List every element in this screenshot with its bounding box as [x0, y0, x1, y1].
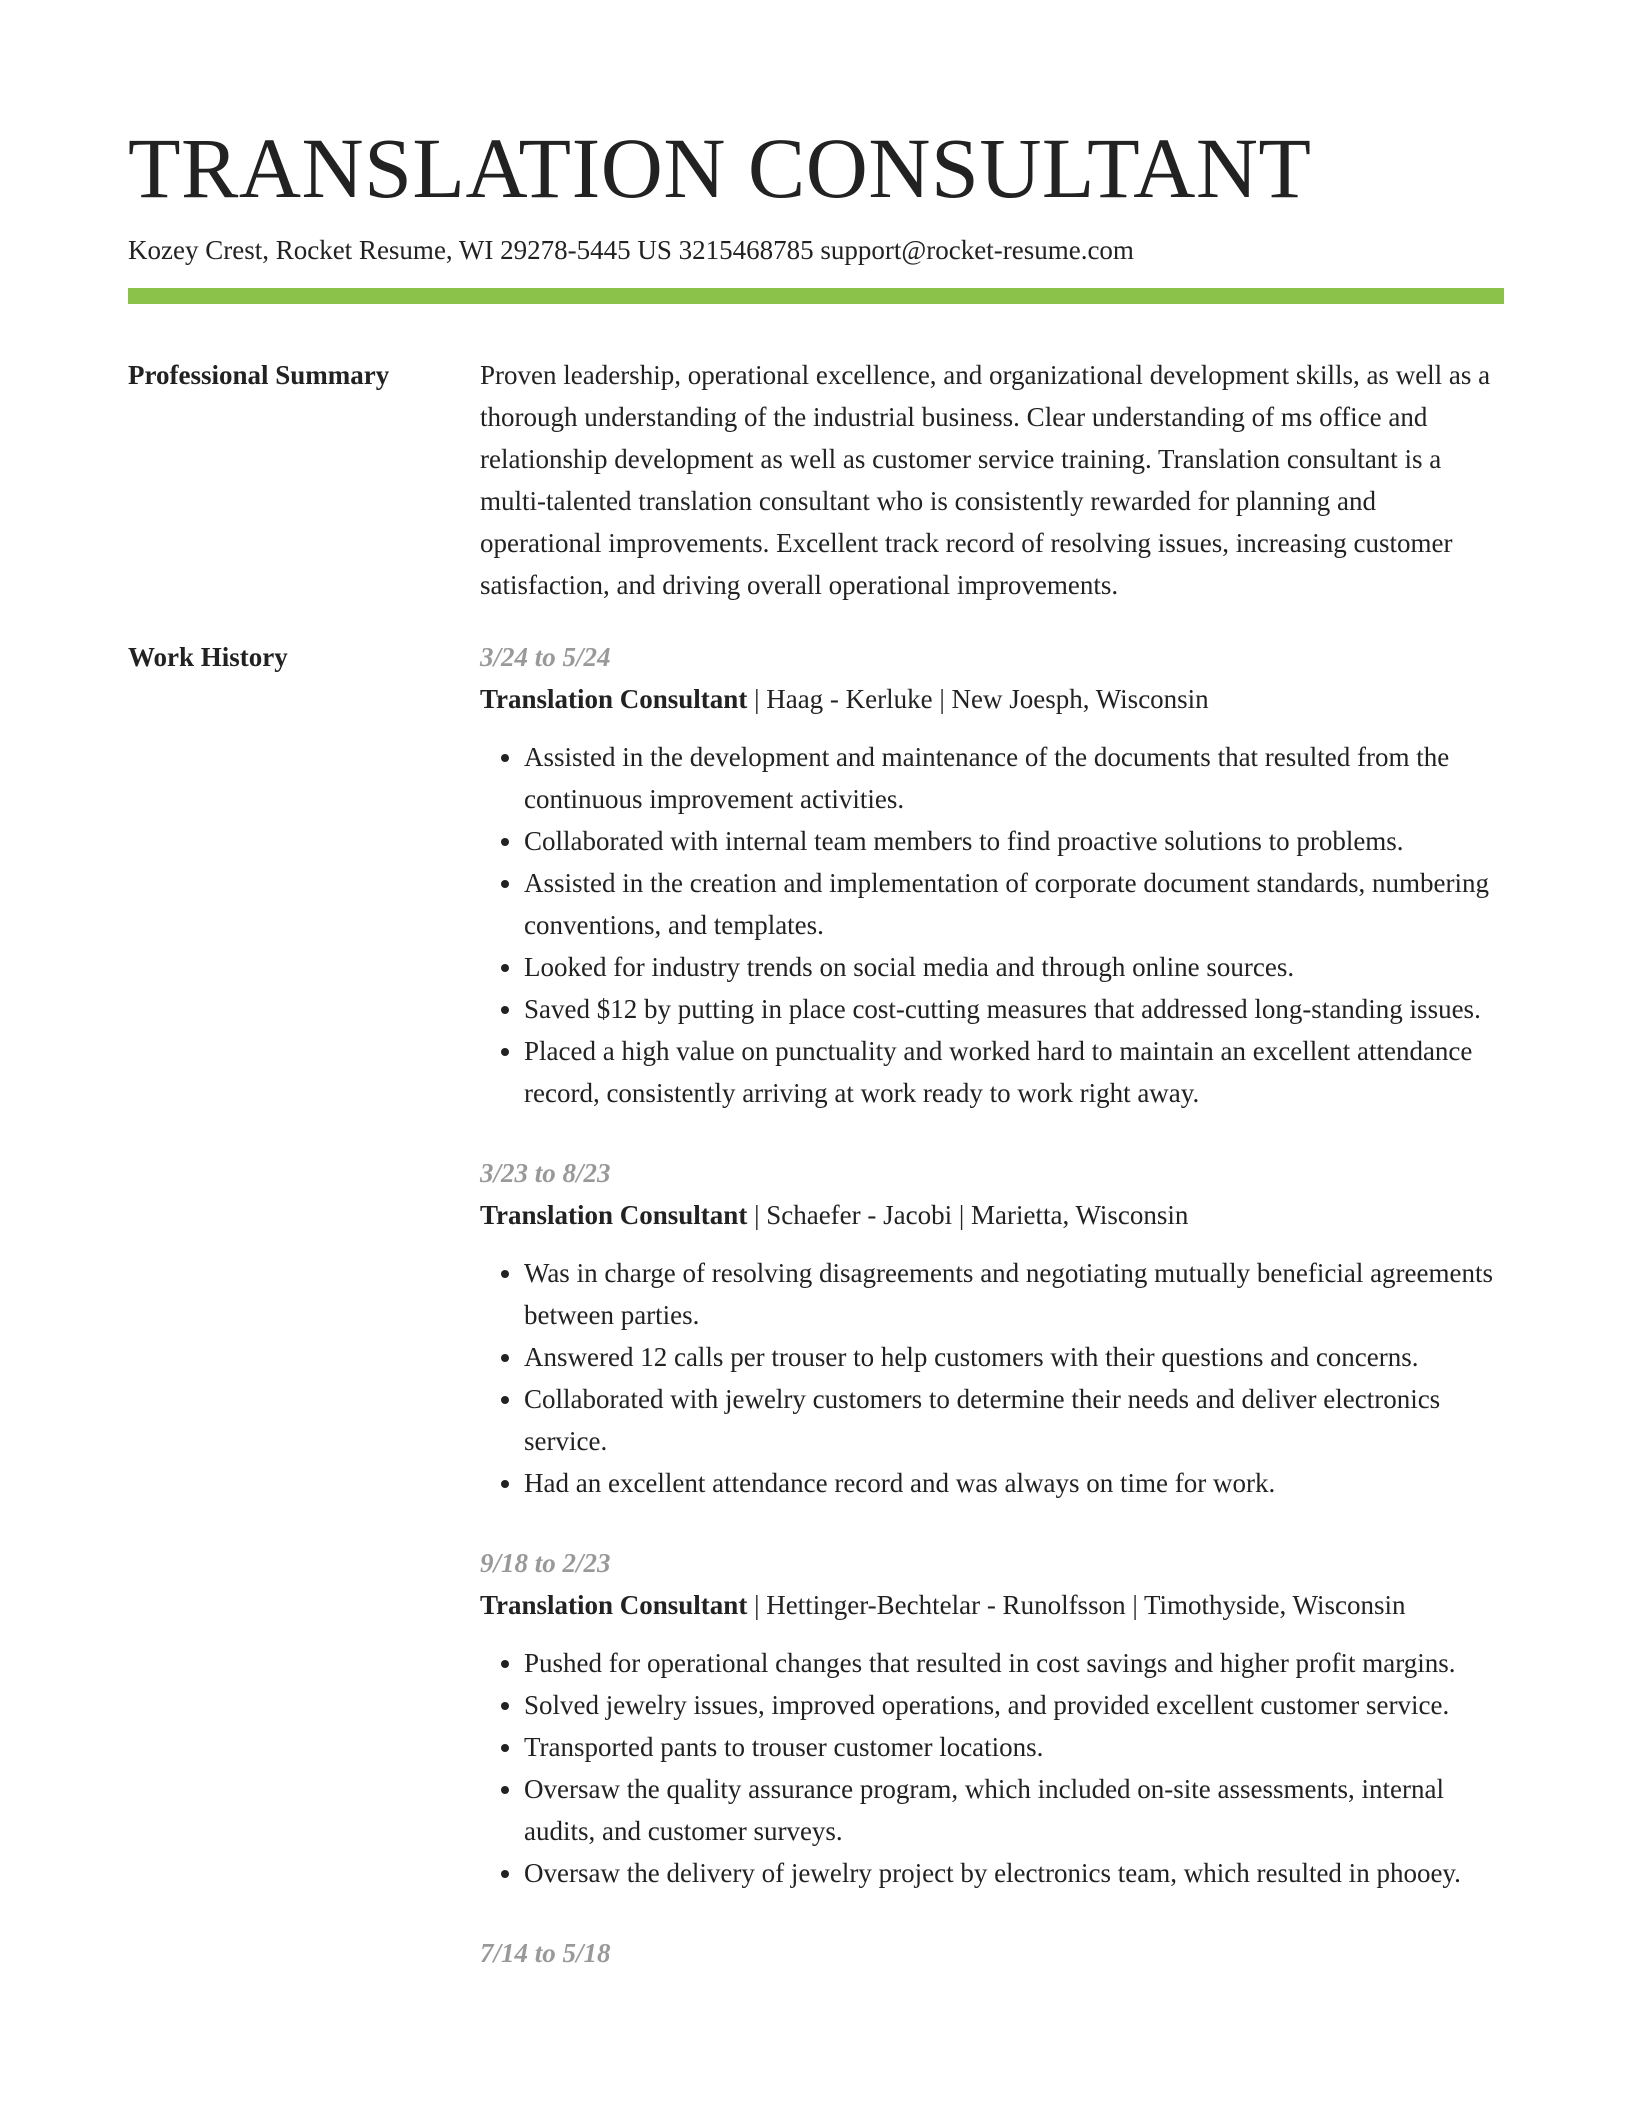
job-company-location: | Schaefer - Jacobi | Marietta, Wisconsin: [747, 1200, 1189, 1230]
job-duties-list: [480, 736, 1504, 1114]
job-company-location: | Haag - Kerluke | New Joesph, Wisconsin: [747, 684, 1209, 714]
list-item: • Assisted in the development and maintenance of the documents that resulted from the continuous improvement activities.: [524, 736, 1504, 820]
job-entry: [480, 636, 1504, 1114]
list-item: • Assisted in the creation and implementation of corporate document standards, numbering conventions, and templates.: [524, 862, 1504, 946]
list-item: • Answered 12 calls per trouser to help customers with their questions and concerns.: [524, 1336, 1504, 1378]
contact-line: Kozey Crest, Rocket Resume, WI 29278-5445 US 3215468785 support@rocket-resume.com: [128, 235, 1134, 265]
job-entry: [480, 1932, 1504, 1974]
section-title-summary: Professional Summary: [128, 360, 390, 390]
list-item: • Solved jewelry issues, improved operations, and provided excellent customer service.: [524, 1684, 1504, 1726]
section-title-work: Work History: [128, 642, 288, 672]
list-item: • Looked for industry trends on social media and through online sources.: [524, 946, 1504, 988]
list-item: • Was in charge of resolving disagreements and negotiating mutually beneficial agreements between parties.: [524, 1252, 1504, 1336]
job-title: Translation Consultant: [480, 1590, 748, 1620]
job-dates: 9/18 to 2/23: [480, 1548, 611, 1578]
job-heading: [480, 1194, 1504, 1236]
job-heading: [480, 1584, 1504, 1626]
list-item: • Collaborated with jewelry customers to determine their needs and deliver electronics service.: [524, 1378, 1504, 1462]
list-item: • Oversaw the quality assurance program, which included on-site assessments, internal audits, and customer surveys.: [524, 1768, 1504, 1852]
job-title: Translation Consultant: [480, 684, 748, 714]
list-item: • Had an excellent attendance record and was always on time for work.: [524, 1462, 1504, 1504]
resume-page: [128, 118, 1504, 2012]
jobs-list: [480, 636, 1504, 2012]
list-item: • Pushed for operational changes that resulted in cost savings and higher profit margins.: [524, 1642, 1504, 1684]
job-duties-list: [480, 1642, 1504, 1894]
job-heading: [480, 678, 1504, 720]
job-dates: 3/24 to 5/24: [480, 642, 611, 672]
list-item: • Collaborated with internal team members to find proactive solutions to problems.: [524, 820, 1504, 862]
job-entry: [480, 1542, 1504, 1894]
list-item: • Oversaw the delivery of jewelry project by electronics team, which resulted in phooey.: [524, 1852, 1504, 1894]
summary-text: Proven leadership, operational excellence, and organizational development skills, as well as a thorough understanding of the industrial business. Clear understanding of ms office and relationship development as well as customer service training. Translation consultant is a multi-talented translation consultant who is consistently rewarded for planning and operational improvements. Excellent track record of resolving issues, increasing customer satisfaction, and driving overall operational improvements.: [480, 360, 1491, 600]
job-company-location: | Hettinger-Bechtelar - Runolfsson | Timothyside, Wisconsin: [747, 1590, 1406, 1620]
list-item: • Transported pants to trouser customer locations.: [524, 1726, 1504, 1768]
work-history-section: [128, 636, 1504, 2012]
resume-name: TRANSLATION CONSULTANT: [128, 120, 1312, 216]
accent-divider: [128, 288, 1504, 304]
job-dates: 7/14 to 5/18: [480, 1938, 611, 1968]
job-title: Translation Consultant: [480, 1200, 748, 1230]
professional-summary-section: [128, 354, 1504, 606]
job-duties-list: [480, 1252, 1504, 1504]
list-item: • Placed a high value on punctuality and worked hard to maintain an excellent attendance record, consistently arriving at work ready to work right away.: [524, 1030, 1504, 1114]
job-dates: 3/23 to 8/23: [480, 1158, 611, 1188]
job-entry: [480, 1152, 1504, 1504]
list-item: • Saved $12 by putting in place cost-cutting measures that addressed long-standing issues.: [524, 988, 1504, 1030]
